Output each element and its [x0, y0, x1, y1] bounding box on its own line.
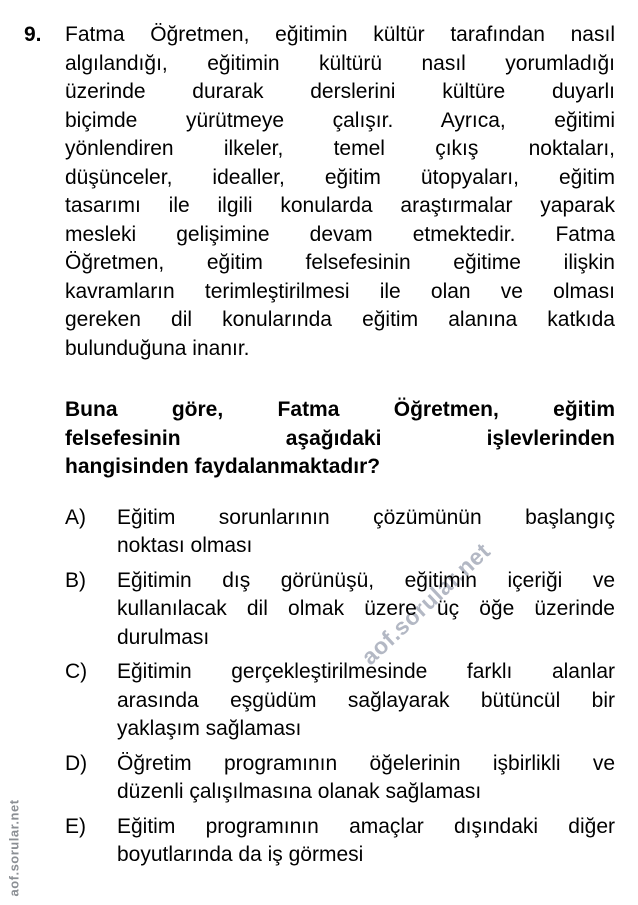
paragraph-line: düşünceler, idealler, eğitim ütopyaları, eğitim: [65, 165, 615, 189]
question-paragraph: [65, 21, 615, 363]
option-b-text: [117, 567, 615, 653]
option-d: [65, 750, 615, 807]
paragraph-line: kavramların terimleştirilmesi ile olan ve olması: [65, 279, 615, 303]
option-line: arasında eşgüdüm sağlayarak bütüncül bir: [117, 688, 615, 712]
option-c-text: [117, 658, 615, 744]
option-d-letter: D): [65, 751, 88, 775]
option-line: Öğretim programının öğelerinin işbirlikli ve: [117, 751, 615, 775]
option-line: kullanılacak dil olmak üzere üç öğe üzerinde: [117, 597, 615, 620]
option-b: [65, 567, 615, 653]
option-line: boyutlarında da iş görmesi: [117, 843, 364, 866]
option-line: Eğitim programının amaçlar dışındaki diğer: [117, 814, 615, 838]
option-a-text: [117, 504, 615, 561]
prompt-line: Buna göre, Fatma Öğretmen, eğitim: [65, 398, 615, 421]
option-c-letter: C): [65, 660, 88, 683]
paragraph-line: tasarımı ile ilgili konularda araştırmalar yaparak: [65, 194, 615, 217]
option-e: [65, 813, 615, 870]
question-number: 9.: [24, 23, 42, 46]
option-line: düzenli çalışılmasına olanak sağlaması: [117, 780, 482, 803]
watermark-diagonal: aof.sorular.net: [356, 537, 496, 670]
option-b-letter: B): [65, 568, 86, 592]
paragraph-line: bulunduğuna inanır.: [65, 336, 250, 360]
question-prompt: [65, 396, 615, 482]
question-body: [65, 21, 615, 876]
option-line: Eğitimin dış görünüşü, eğitimin içeriği ve: [117, 568, 615, 592]
paragraph-line: biçimde yürütmeye çalışır. Ayrıca, eğitimi: [65, 108, 615, 132]
option-a: [65, 504, 615, 561]
option-c: [65, 658, 615, 744]
option-d-text: [117, 750, 615, 807]
option-e-text: [117, 813, 615, 870]
paragraph-line: Fatma Öğretmen, eğitimin kültür tarafından nasıl: [65, 23, 615, 46]
option-line: noktası olması: [117, 534, 253, 557]
option-line: durulması: [117, 625, 210, 649]
paragraph-line: gereken dil konularında eğitim alanına katkıda: [65, 308, 615, 331]
paragraph-line: mesleki gelişimine devam etmektedir. Fatma: [65, 222, 615, 246]
prompt-line: felsefesinin aşağıdaki işlevlerinden: [65, 426, 615, 450]
paragraph-line: algılandığı, eğitimin kültürü nasıl yorumladığı: [65, 51, 615, 75]
option-line: Eğitimin gerçekleştirilmesinde farklı alanlar: [117, 660, 615, 683]
paragraph-line: Öğretmen, eğitim felsefesinin eğitime ilişkin: [65, 251, 615, 274]
option-line: yaklaşım sağlaması: [117, 717, 302, 740]
options-list: [65, 504, 615, 870]
paragraph-line: yönlendiren ilkeler, temel çıkış noktaları,: [65, 137, 615, 160]
option-line: Eğitim sorunlarının çözümünün başlangıç: [117, 505, 615, 529]
paragraph-line: üzerinde durarak derslerini kültüre duyarlı: [65, 80, 615, 103]
watermark-left: aof.sorular.net: [6, 799, 22, 897]
option-a-letter: A): [65, 505, 86, 529]
option-e-letter: E): [65, 814, 86, 838]
prompt-line: hangisinden faydalanmaktadır?: [65, 455, 381, 478]
